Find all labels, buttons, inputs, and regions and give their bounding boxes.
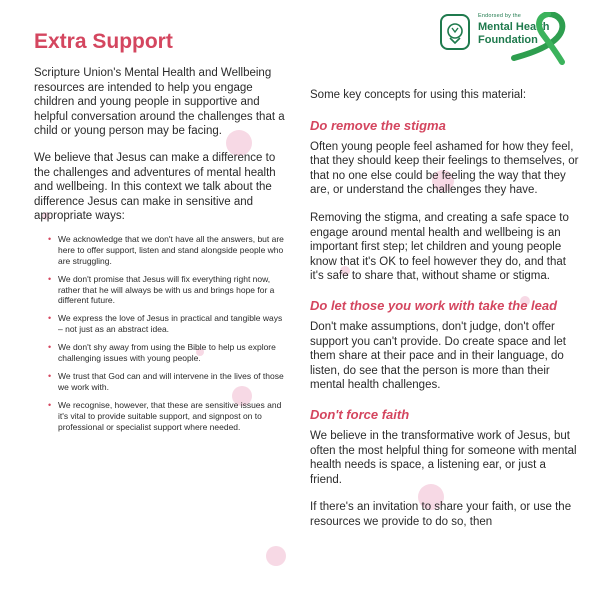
intro-paragraph: Scripture Union's Mental Health and Wellbeing resources are intended to help you engage children and young people in supportive and helpful conversation around the challenges that a child or young person may be facing. — [34, 67, 285, 138]
list-item-text: We don't promise that Jesus will fix everything right now, rather that he will always be with us and brings hope for a different future. — [58, 273, 275, 306]
list-item — [48, 342, 288, 364]
decorative-dot — [266, 546, 286, 566]
section-paragraph: Don't make assumptions, don't judge, don't offer support you can't provide. Do create space and let them share at their pace and in their language, do listen, do see that the person is more than their mental health challenges. — [310, 320, 566, 392]
list-item — [48, 234, 288, 267]
section-heading-lead: Do let those you work with take the lead — [310, 297, 558, 313]
list-item-text: We trust that God can and will intervene in the lives of those we work with. — [58, 371, 284, 392]
bullet-icon: • — [48, 342, 52, 353]
mental-health-foundation-logo — [440, 12, 568, 66]
right-column — [310, 88, 580, 542]
list-item — [48, 313, 288, 335]
commitments-list — [34, 234, 292, 433]
bullet-icon: • — [48, 399, 52, 410]
section-paragraph: Often young people feel ashamed for how they feel, that they should keep their feelings to themselves, or that no one else could be feeling the way that they are, or understand the challenges they have. — [310, 140, 579, 197]
bullet-icon: • — [48, 371, 52, 381]
green-ribbon-icon — [506, 12, 568, 66]
bullet-icon: • — [48, 273, 52, 284]
list-item-text: We don't shy away from using the Bible to help us explore challenging issues with young people. — [58, 342, 276, 364]
page-title: Extra Support — [34, 30, 173, 53]
list-item — [48, 371, 288, 393]
list-item-text: We express the love of Jesus in practical and tangible ways – not just as an abstract idea. — [58, 313, 283, 335]
section-paragraph: We believe in the transformative work of Jesus, but often the most helpful thing for someone with mental health needs is space, a listening ear, or just a friend. — [310, 429, 577, 486]
logo-name-line2: Foundation — [478, 34, 538, 46]
logo-name-line1: Mental Health — [478, 21, 550, 33]
section-paragraph: If there's an invitation to share your faith, or use the resources we provide to do so, then — [310, 501, 572, 528]
logo-endorsed-text: Endorsed by the — [478, 13, 522, 19]
list-item-text: We acknowledge that we don't have all the answers, but are here to offer support, listen and stand alongside people who are struggling. — [58, 233, 284, 266]
section-heading-stigma: Do remove the stigma — [310, 117, 446, 133]
foundation-badge-icon — [440, 14, 470, 50]
section-paragraph: Removing the stigma, and creating a safe space to engage around mental health and wellbeing is an important first step; let children and young people know that it's OK to feel however they do, and that it's safe to share that, without shame or stigma. — [310, 211, 569, 283]
left-column — [34, 66, 292, 440]
list-item — [48, 400, 288, 433]
key-concepts-intro: Some key concepts for using this material: — [310, 89, 527, 101]
list-item — [48, 274, 288, 307]
bullet-icon: • — [48, 233, 52, 244]
belief-paragraph: We believe that Jesus can make a difference to the challenges and adventures of mental health and wellbeing. In this context we talk about the difference Jesus can make in sensitive and appropriate ways: — [34, 151, 276, 223]
list-item-text: We recognise, however, that these are sensitive issues and it's vital to provide suitable support, and signpost on to professional or specialist support where needed. — [58, 399, 282, 432]
section-heading-faith: Don't force faith — [310, 406, 410, 422]
bullet-icon: • — [48, 313, 52, 324]
